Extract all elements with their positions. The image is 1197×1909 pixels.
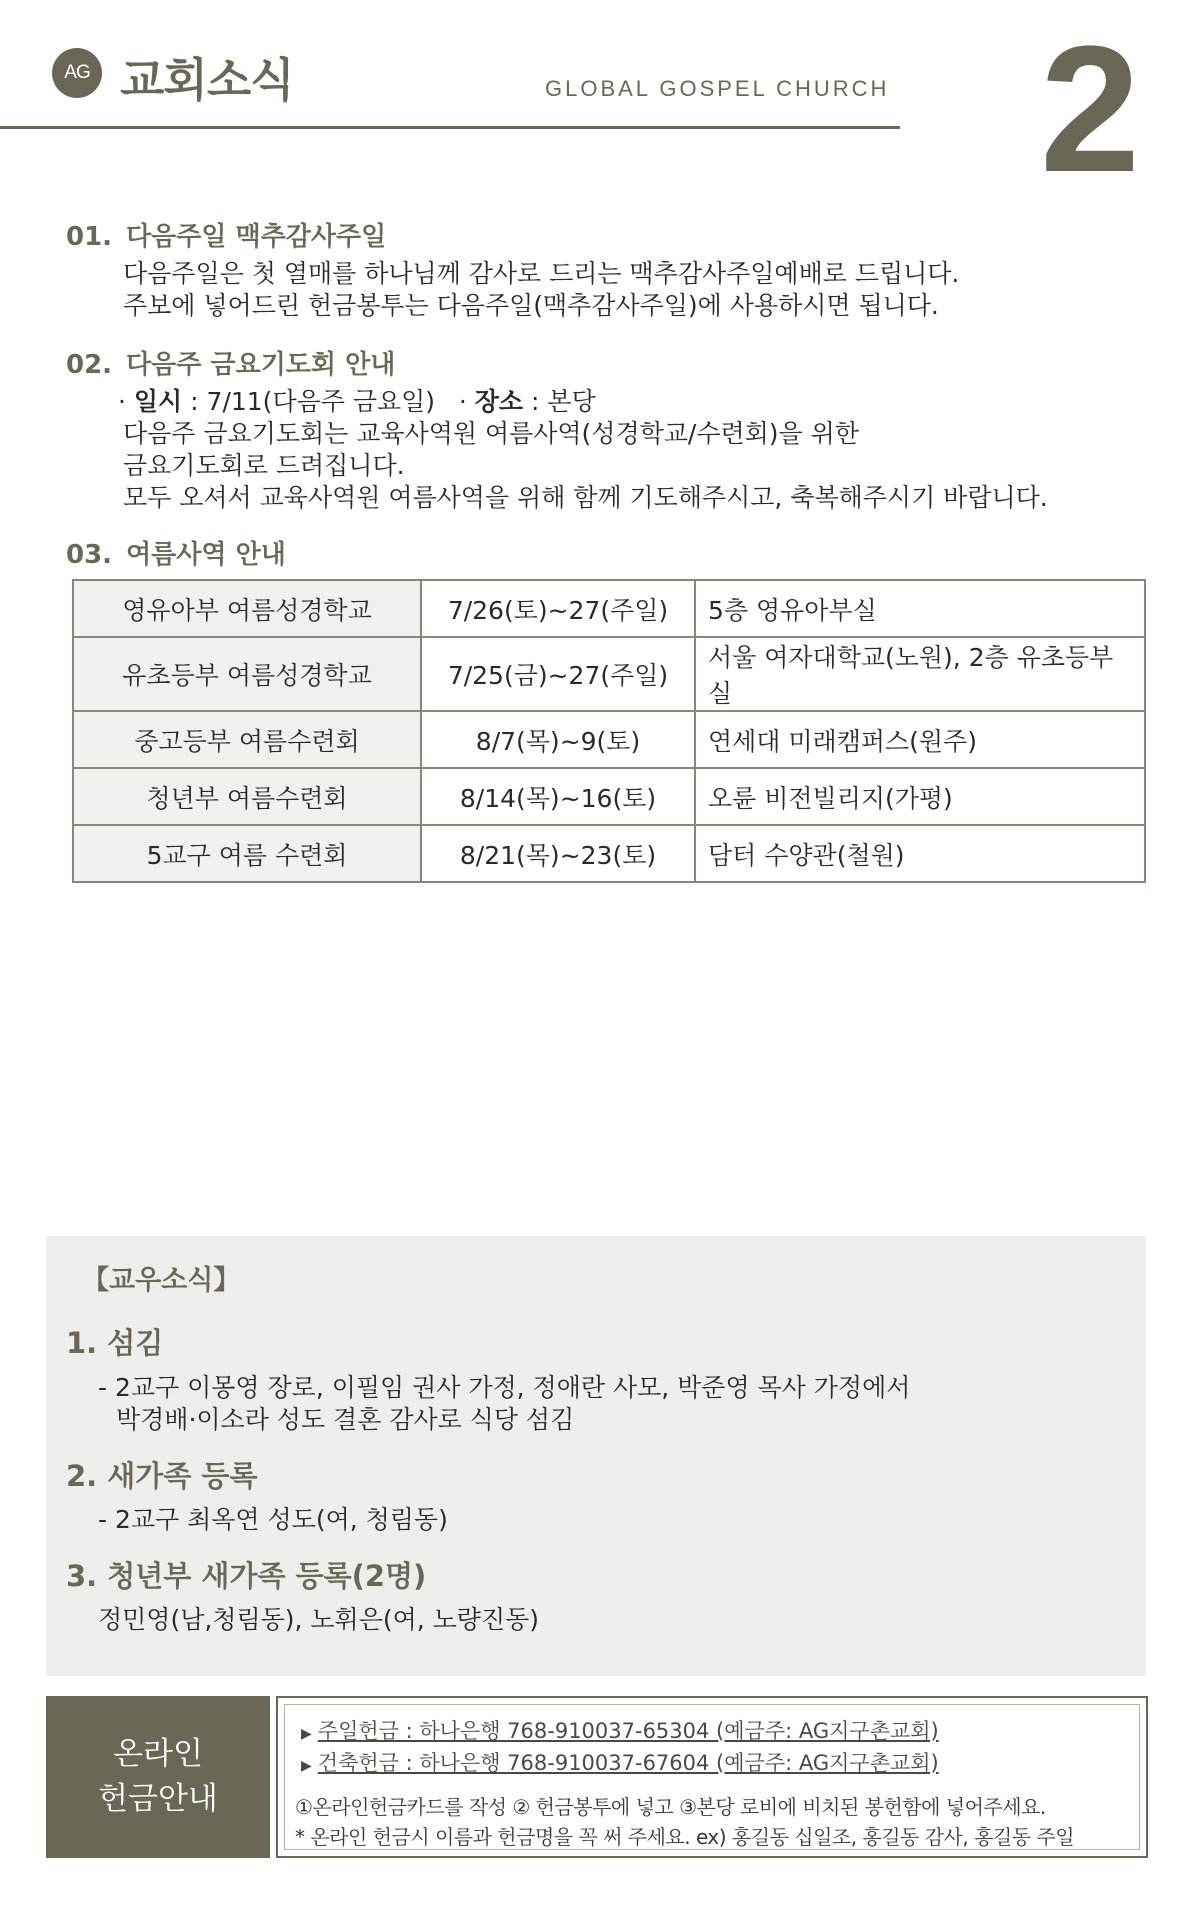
event-date: 7/26(토)~27(주일) [421,580,695,637]
news-item-title: 1. 섬김 [66,1326,164,1360]
section-number: 01. [66,222,113,252]
place-label: 장소 [474,387,524,416]
section-title-01 [66,216,386,253]
table-row [73,825,1145,882]
offering-instruction: ①온라인헌금카드를 작성 ② 헌금봉투에 넣고 ③본당 로비에 비치된 봉헌함에 넣어주세요. [295,1795,1046,1819]
online-label-line-1: 온라인 [113,1736,203,1773]
section-title-text: 여름사역 안내 [126,540,286,570]
section-02-line-1: 다음주 금요기도회는 교육사역원 여름사역(성경학교/수련회)을 위한 [123,419,859,448]
online-label-line-2: 헌금안내 [98,1781,218,1817]
section-02-line-2: 금요기도회로 드려집니다. [123,451,405,480]
news-item-line: 박경배·이소라 성도 결혼 감사로 식당 섬김 [116,1405,575,1434]
table-row [73,711,1145,768]
event-name: 영유아부 여름성경학교 [73,580,421,637]
news-item-title: 2. 새가족 등록 [66,1459,258,1493]
account-line [301,1747,939,1777]
event-date: 8/14(목)~16(토) [421,768,695,825]
triangle-bullet-icon: ▶ [301,1758,312,1774]
event-name: 유초등부 여름성경학교 [73,637,421,711]
event-date: 8/21(목)~23(토) [421,825,695,882]
event-date: 7/25(금)~27(주일) [421,637,695,711]
event-name: 중고등부 여름수련회 [73,711,421,768]
section-title-text: 다음주 금요기도회 안내 [126,350,396,380]
logo-text: AG [64,62,90,83]
table-row [73,580,1145,637]
time-value: 7/11(다음주 금요일) [206,387,436,416]
event-place: 서울 여자대학교(노원), 2층 유초등부실 [695,637,1145,711]
section-number: 03. [66,540,113,570]
news-heading: 【교우소식】 [82,1265,241,1296]
congregation-news-box [46,1236,1146,1676]
church-name: GLOBAL GOSPEL CHURCH [545,76,890,101]
online-offering-inner-frame [284,1704,1140,1850]
online-offering-label [46,1696,270,1858]
news-item-line: 정민영(남,청림동), 노휘은(여, 노량진동) [98,1605,539,1634]
section-title-text: 다음주일 맥추감사주일 [126,222,387,252]
section-01-line-2: 주보에 넣어드린 헌금봉투는 다음주일(맥추감사주일)에 사용하시면 됩니다. [123,291,939,320]
event-name: 5교구 여름 수련회 [73,825,421,882]
event-place: 연세대 미래캠퍼스(원주) [695,711,1145,768]
table-row [73,637,1145,711]
account-line [301,1715,939,1745]
table-row [73,768,1145,825]
section-title-02 [66,344,395,381]
place-value: 본당 [547,387,596,416]
online-offering-info [276,1696,1148,1858]
header-divider [0,126,900,129]
triangle-bullet-icon: ▶ [301,1726,312,1742]
page-title: 교회소식 [120,53,294,107]
summer-ministry-table [72,579,1146,883]
section-number: 02. [66,350,113,380]
section-title-03 [66,534,286,571]
news-item-line: - 2교구 이몽영 장로, 이필임 권사 가정, 정애란 사모, 박준영 목사 가정에서 [98,1373,911,1402]
account-text: 건축헌금 : 하나은행 768-910037-67604 (예금주: AG지구촌교회) [317,1751,939,1775]
event-place: 5층 영유아부실 [695,580,1145,637]
event-date: 8/7(목)~9(토) [421,711,695,768]
page-number: 2 [1040,9,1141,210]
news-item-title: 3. 청년부 새가족 등록(2명) [66,1559,427,1593]
account-text: 주일헌금 : 하나은행 768-910037-65304 (예금주: AG지구촌교회) [317,1719,939,1743]
section-02-line-3: 모두 오셔서 교육사역원 여름사역을 위해 함께 기도해주시고, 축복해주시기 바랍니다. [123,483,1048,512]
section-01-line-1: 다음주일은 첫 열매를 하나님께 감사로 드리는 맥추감사주일예배로 드립니다. [123,259,960,288]
news-item-line: - 2교구 최옥연 성도(여, 청림동) [98,1505,448,1534]
event-place: 오륜 비전빌리지(가평) [695,768,1145,825]
church-logo [52,48,102,98]
time-label: 일시 [133,387,183,416]
offering-instruction: * 온라인 헌금시 이름과 헌금명을 꼭 써 주세요. ex) 홍길동 십일조, 홍길동 감사, 홍길동 주일 [295,1825,1075,1849]
friday-schedule: · 일시 : 7/11(다음주 금요일) · 장소 : 본당 [118,387,596,416]
event-name: 청년부 여름수련회 [73,768,421,825]
event-place: 담터 수양관(철원) [695,825,1145,882]
